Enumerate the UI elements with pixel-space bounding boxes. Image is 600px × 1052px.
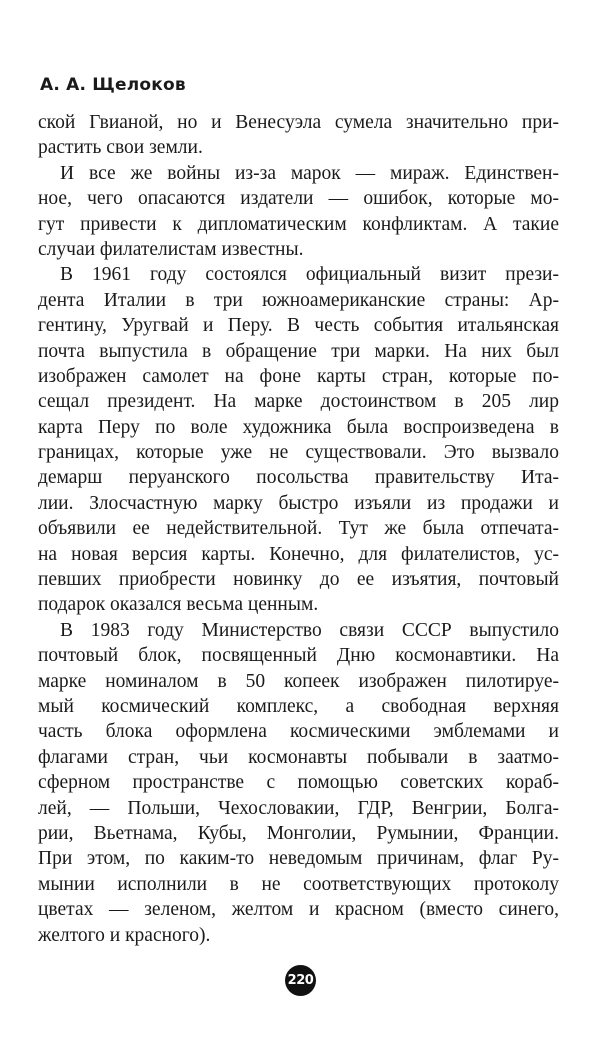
text-line: объявили ее недействительной. Тут же была отпечата- <box>38 518 559 540</box>
text-line: сферном пространстве с помощью советских кораб- <box>38 772 559 794</box>
text-line: изображен самолет на фоне карты стран, которые по- <box>38 365 559 387</box>
text-line: растить свои земли. <box>38 137 203 159</box>
text-line: ное, чего опасаются издатели — ошибок, которые мо- <box>38 188 559 210</box>
paragraph <box>38 110 559 161</box>
paragraph <box>38 161 559 263</box>
text-line: почтовый блок, посвященный Дню космонавтики. На <box>38 645 559 667</box>
body-text <box>38 110 559 948</box>
text-line: певших приобрести новинку до ее изъятия, почтовый <box>38 569 559 591</box>
text-line: рии, Вьетнама, Кубы, Монголии, Румынии, Франции. <box>38 822 559 844</box>
text-line: подарок оказался весьма ценным. <box>38 594 319 616</box>
text-line: В 1983 году Министерство связи СССР выпустило <box>60 619 559 641</box>
text-line: часть блока оформлена космическими эмблемами и <box>38 721 559 743</box>
text-line: гентину, Уругвай и Перу. В честь события итальянская <box>38 315 559 337</box>
text-line: границах, которые уже не существовали. Это вызвало <box>38 442 559 464</box>
paragraph <box>38 618 559 948</box>
text-line: лей, — Польши, Чехословакии, ГДР, Венгрии, Болга- <box>38 797 559 819</box>
paragraph <box>38 262 559 617</box>
text-line: карта Перу по воле художника была воспроизведена в <box>38 416 559 438</box>
text-line: И все же войны из-за марок — мираж. Единствен- <box>60 162 559 184</box>
text-line: желтого и красного). <box>38 924 211 946</box>
text-line: на новая версия карты. Конечно, для филателистов, ус- <box>38 543 559 565</box>
text-line: В 1961 году состоялся официальный визит прези- <box>60 264 559 286</box>
text-line: цветах — зеленом, желтом и красном (вместо синего, <box>38 899 559 921</box>
text-line: случаи филателистам известны. <box>38 238 304 260</box>
text-line: демарш перуанского посольства правительству Ита- <box>38 467 559 489</box>
text-line: марке номиналом в 50 копеек изображен пилотируе- <box>38 670 559 692</box>
text-line: мый космический комплекс, а свободная верхняя <box>38 695 559 717</box>
text-line: флагами стран, чьи космонавты побывали в заатмо- <box>38 746 559 768</box>
text-line: ской Гвианой, но и Венесуэла сумела значительно при- <box>38 112 559 133</box>
text-line: сещал президент. На марке достоинством в 205 лир <box>38 391 559 413</box>
running-header-author: А. А. Щелоков <box>40 75 186 95</box>
text-line: При этом, по каким-то неведомым причинам, флаг Ру- <box>38 848 559 870</box>
text-line: почта выпустила в обращение три марки. На них был <box>38 340 559 362</box>
text-line: гут привести к дипломатическим конфликтам. А такие <box>38 213 559 235</box>
text-line: лии. Злосчастную марку быстро изъяли из продажи и <box>38 492 559 514</box>
page-number: 220 <box>285 965 316 996</box>
text-line: мынии исполнили в не соответствующих протоколу <box>38 873 559 895</box>
text-line: дента Италии в три южноамериканские страны: Ар- <box>38 289 559 311</box>
